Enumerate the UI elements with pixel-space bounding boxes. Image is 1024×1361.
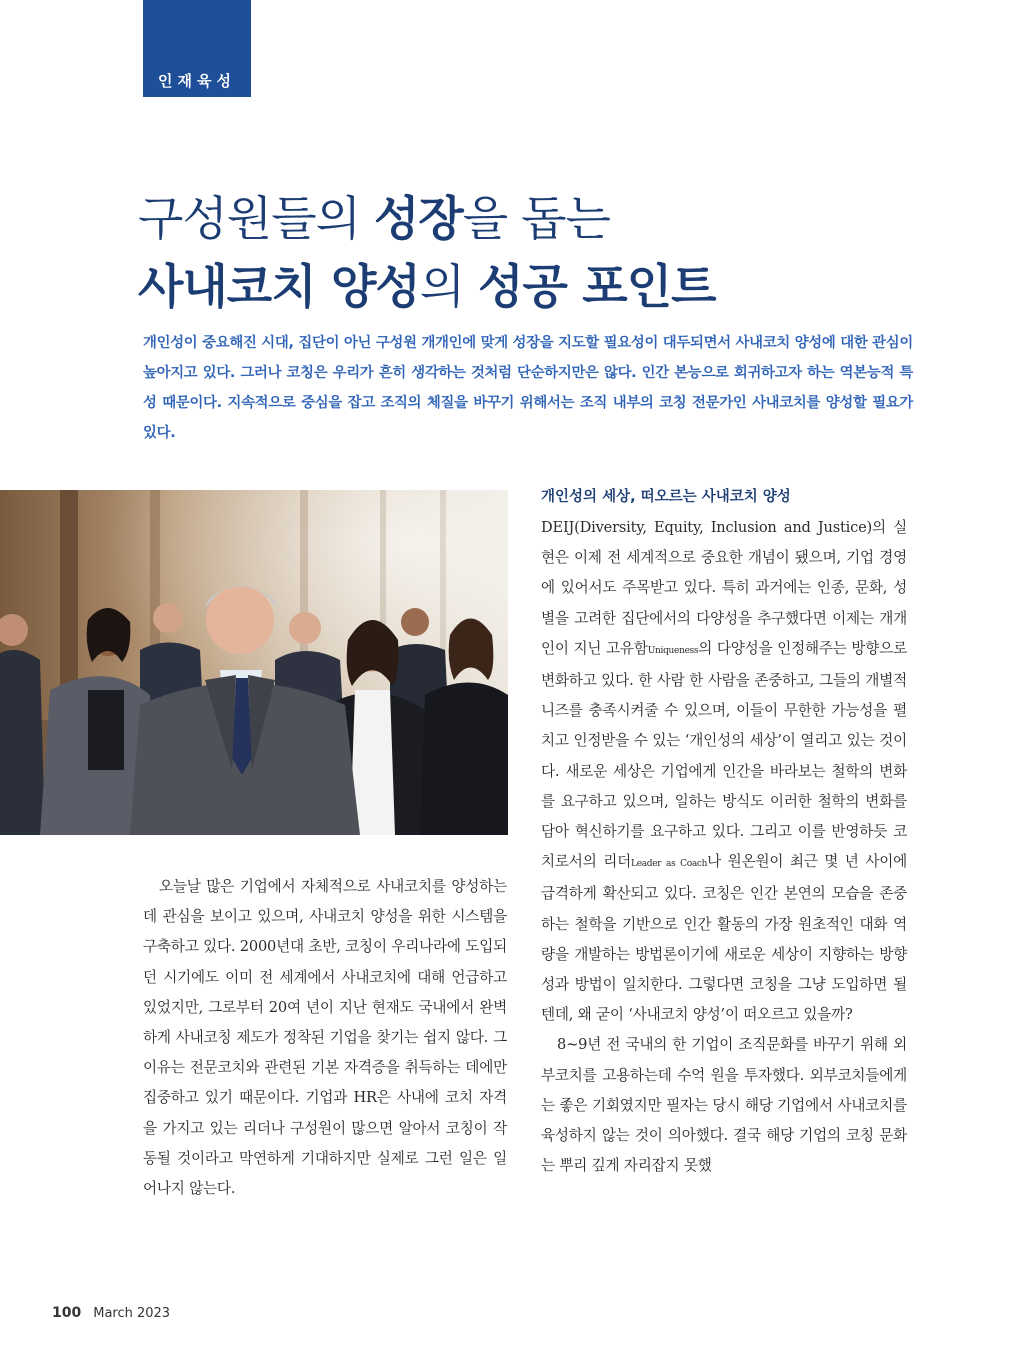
left-column-paragraph: 오늘날 많은 기업에서 자체적으로 사내코치를 양성하는데 관심을 보이고 있으며, 사내코치 양성을 위한 시스템을 구축하고 있다. 2000년대 초반, 코칭이 우리나라에 도입되던 시기에도 이미 전 세계에서 사내코치에 대해 언급하고 있었지만, 그로부터 20여 년이 지난 현재도 국내에서 완벽하게 사내코칭 제도가 정착된 기업을 찾기는 쉽지 않다. 그 이유는 전문코치와 관련된 기본 자격증을 취득하는 데에만 집중하고 있기 때문이다. 기업과 HR은 사내에 코치 자격을 가지고 있는 리더나 구성원이 많으면 알아서 코칭이 작동될 것이라고 막연하게 기대하지만 실제로 그런 일은 일어나지 않는다. bbox=[143, 878, 507, 1198]
page-footer bbox=[52, 1305, 170, 1321]
section-tag bbox=[143, 0, 251, 97]
right-paragraph-1: DEIJ(Diversity, Equity, Inclusion and Justice)의 실현은 이제 전 세계적으로 중요한 개념이 됐으며, 기업 경영에 있어서도 주목받고 있다. 특히 과거에는 인종, 문화, 성별을 고려한 집단에서의 다양성을 추구했다면 이제는 개개인이 지닌 고유함Uniqueness의 다양성을 인정해주는 방향으로 변화하고 있다. 한 사람 한 사람을 존중하고, 그들의 개별적 니즈를 충족시켜줄 수 있으며, 이들이 무한한 가능성을 펼치고 인정받을 수 있는 ‘개인성의 세상’이 열리고 있는 것이다. 새로운 세상은 기업에게 인간을 바라보는 철학의 변화를 요구하고 있으며, 일하는 방식도 이러한 철학의 변화를 담아 혁신하기를 요구하고 있다. 그리고 이를 반영하듯 코치로서의 리더Leader as Coach나 원온원이 최근 몇 년 사이에 급격하게 확산되고 있다. 코칭은 인간 본연의 모습을 존중하는 철학을 기반으로 인간 활동의 가장 원초적인 대화 역량을 개발하는 방법론이기에 새로운 세상이 지향하는 방향성과 방법이 일치한다. 그렇다면 코칭을 그냥 도입하면 될 텐데, 왜 굳이 ‘사내코치 양성’이 떠오르고 있을까? bbox=[541, 519, 908, 1024]
section-tag-label: 인재육성 bbox=[158, 72, 236, 90]
uniqueness-gloss: Uniqueness bbox=[647, 645, 699, 656]
section-subheading: 개인성의 세상, 떠오르는 사내코치 양성 bbox=[541, 489, 791, 505]
lead-paragraph: 개인성이 중요해진 시대, 집단이 아닌 구성원 개개인에 맞게 성장을 지도할 필요성이 대두되면서 사내코치 양성에 대한 관심이 높아지고 있다. 그러나 코칭은 우리가 흔히 생각하는 것처럼 단순하지만은 않다. 인간 본능으로 회귀하고자 하는 역본능적 특성 때문이다. 지속적으로 중심을 잡고 조직의 체질을 바꾸기 위해서는 조직 내부의 코칭 전문가인 사내코치를 양성할 필요가 있다. bbox=[143, 335, 913, 441]
article-title bbox=[138, 186, 716, 322]
business-team-photo bbox=[0, 490, 508, 835]
title-line-2: 사내코치 양성의 성공 포인트 bbox=[138, 260, 716, 315]
leader-as-coach-gloss: Leader as Coach bbox=[631, 859, 708, 870]
page-number: 100 bbox=[52, 1305, 82, 1321]
issue-date: March 2023 bbox=[93, 1306, 171, 1321]
title-line-1: 구성원들의 성장을 돕는 bbox=[138, 192, 610, 247]
right-column bbox=[541, 513, 907, 1181]
right-paragraph-2: 8~9년 전 국내의 한 기업이 조직문화를 바꾸기 위해 외부코치를 고용하는데 수억 원을 투자했다. 외부코치들에게는 좋은 기회였지만 필자는 당시 해당 기업에서 사내코치를 육성하지 않는 것이 의아했다. 결국 해당 기업의 코칭 문화는 뿌리 깊게 자리잡지 못했 bbox=[541, 1036, 907, 1175]
